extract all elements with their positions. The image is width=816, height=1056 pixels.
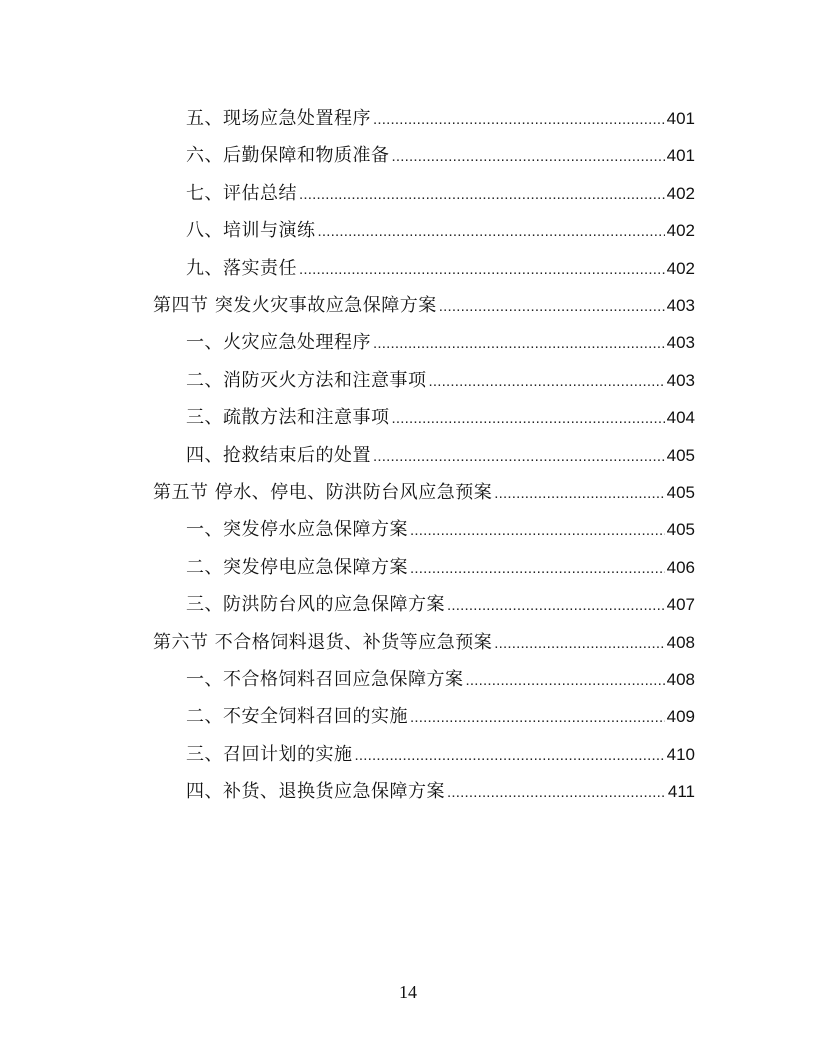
toc-entry <box>186 549 695 586</box>
toc-leader-dots <box>299 176 665 213</box>
toc-entry-page: 403 <box>666 370 695 390</box>
toc-entry-label: 八、培训与演练 <box>186 220 316 242</box>
toc-section-entry <box>153 474 695 511</box>
toc-entry-page: 401 <box>666 146 695 166</box>
toc-entry-page: 402 <box>666 183 695 203</box>
toc-entry-label: 一、突发停水应急保障方案 <box>186 519 408 541</box>
toc-entry-page: 411 <box>667 782 695 802</box>
toc-entry <box>186 511 695 548</box>
toc-leader-dots <box>410 699 665 736</box>
toc-entry-page: 405 <box>666 445 695 465</box>
toc-entry-page: 409 <box>666 707 695 727</box>
toc-entry-label: 六、后勤保障和物质准备 <box>186 145 390 167</box>
toc-leader-dots <box>373 101 665 138</box>
toc-entry <box>186 250 695 287</box>
toc-entry-page: 402 <box>666 221 695 241</box>
toc-leader-dots <box>373 438 665 475</box>
toc-entry-page: 408 <box>666 632 695 652</box>
toc-entry <box>186 399 695 436</box>
toc-entry <box>186 100 695 137</box>
toc-section-entry <box>153 624 695 661</box>
toc-entry-page: 410 <box>666 744 695 764</box>
toc-entry-label: 二、不安全饲料召回的实施 <box>186 706 408 728</box>
toc-entry-page: 401 <box>666 109 695 128</box>
toc-leader-dots <box>447 587 665 624</box>
toc-leader-dots <box>494 475 664 512</box>
toc-entry <box>186 324 695 361</box>
toc-entry-page: 402 <box>666 258 695 278</box>
toc-leader-dots <box>466 662 665 699</box>
toc-entry <box>186 661 695 698</box>
toc-entry-page: 408 <box>666 670 695 689</box>
toc-entry <box>186 698 695 735</box>
toc-entry <box>186 175 695 212</box>
toc-entry-label: 五、现场应急处置程序 <box>186 108 371 129</box>
toc-entry <box>186 773 695 810</box>
toc-entry-label: 二、突发停电应急保障方案 <box>186 556 408 578</box>
toc-leader-dots <box>439 288 665 325</box>
toc-entry-label: 七、评估总结 <box>186 182 297 204</box>
toc-leader-dots <box>447 774 666 811</box>
toc-entry-page: 405 <box>666 483 695 502</box>
toc-entry-page: 407 <box>666 595 695 615</box>
toc-entry-page: 405 <box>666 520 695 540</box>
toc-entry-label: 四、补货、退换货应急保障方案 <box>186 781 445 803</box>
toc-entry-label: 九、落实责任 <box>186 257 297 279</box>
toc-leader-dots <box>429 363 665 400</box>
toc-entry-label: 三、疏散方法和注意事项 <box>186 407 390 429</box>
toc-entry-label: 三、召回计划的实施 <box>186 743 353 765</box>
toc-leader-dots <box>318 213 665 250</box>
toc-entry-label: 四、抢救结束后的处置 <box>186 444 371 466</box>
toc-leader-dots <box>355 737 665 774</box>
toc-entry <box>186 212 695 249</box>
toc-entry-page: 403 <box>666 333 695 353</box>
toc-leader-dots <box>494 625 664 662</box>
toc-entry <box>186 586 695 623</box>
toc-leader-dots <box>373 325 665 362</box>
toc-entry-page: 406 <box>666 557 695 577</box>
toc-entry-label: 二、消防灭火方法和注意事项 <box>186 369 427 391</box>
toc-entry-label: 第六节 不合格饲料退货、补货等应急预案 <box>153 631 493 653</box>
toc-entry-label: 一、火灾应急处理程序 <box>186 332 371 354</box>
toc-leader-dots <box>410 550 665 587</box>
toc-leader-dots <box>410 512 665 549</box>
toc-entry <box>186 362 695 399</box>
toc-leader-dots <box>392 138 665 175</box>
toc-section-entry <box>153 287 695 324</box>
page-number: 14 <box>399 982 417 1002</box>
toc-entry-label: 三、防洪防台风的应急保障方案 <box>186 594 445 616</box>
toc-entry <box>186 736 695 773</box>
toc-leader-dots <box>392 400 665 437</box>
toc-entry-label: 一、不合格饲料召回应急保障方案 <box>186 669 464 690</box>
toc-entry-label: 第五节 停水、停电、防洪防台风应急预案 <box>153 482 493 503</box>
toc-leader-dots <box>299 251 665 288</box>
toc-entry-page: 404 <box>666 408 695 428</box>
toc-entry-page: 403 <box>666 296 695 315</box>
toc-entry <box>186 137 695 174</box>
toc-entry-label: 第四节 突发火灾事故应急保障方案 <box>153 295 437 316</box>
toc-entry <box>186 437 695 474</box>
